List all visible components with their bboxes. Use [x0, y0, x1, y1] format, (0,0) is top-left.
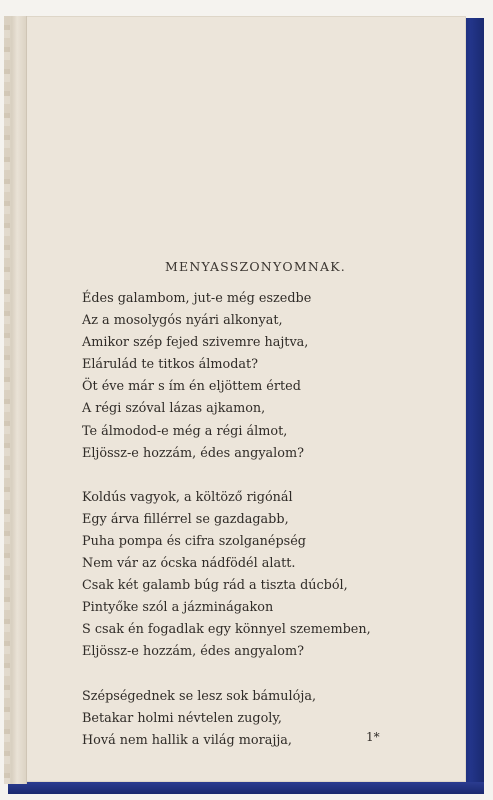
poem-line: Eljössz-e hozzám, édes angyalom?: [82, 445, 304, 461]
page-number: 1*: [366, 730, 380, 744]
poem-line: Öt éve már s ím én eljöttem érted: [82, 379, 301, 395]
poem-line: S csak én fogadlak egy könnyel szememben,: [82, 622, 371, 638]
poem-line: Édes galambom, jut-e még eszedbe: [82, 291, 312, 306]
stanza: [82, 288, 371, 465]
worn-binding-edge: [4, 16, 10, 784]
poem-line: Egy árva fillérrel se gazdagabb,: [82, 511, 289, 527]
book-spine: [4, 16, 27, 784]
poem-line: Betakar holmi névtelen zugoly,: [82, 710, 282, 726]
poem-line: Hová nem hallik a világ morajja,: [82, 732, 292, 748]
stanza: [82, 487, 371, 664]
stanza: [82, 686, 371, 752]
poem-line: Amikor szép fejed szivemre hajtva,: [82, 335, 309, 351]
poem-line: Nem vár az ócska nádfödél alatt.: [82, 556, 296, 572]
book-cover-bottom-edge: [8, 782, 484, 794]
poem-title: MENYASSZONYOMNAK.: [165, 259, 346, 274]
poem-line: A régi szóval lázas ajkamon,: [82, 401, 266, 417]
poem-line: Csak két galamb búg rád a tiszta dúcból,: [82, 578, 348, 594]
poem-line: Eljössz-e hozzám, édes angyalom?: [82, 644, 304, 660]
poem-line: Koldús vagyok, a költöző rigónál: [82, 489, 293, 505]
poem-line: Elárulád te titkos álmodat?: [82, 357, 259, 373]
poem-text: [82, 288, 371, 774]
poem-line: Puha pompa és cifra szolganépség: [82, 533, 306, 549]
poem-line: Pintyőke szól a jázminágakon: [82, 600, 274, 616]
poem-line: Az a mosolygós nyári alkonyat,: [82, 313, 283, 329]
poem-line: Te álmodod-e még a régi álmot,: [82, 423, 288, 439]
poem-line: Szépségednek se lesz sok bámulója,: [82, 688, 317, 704]
